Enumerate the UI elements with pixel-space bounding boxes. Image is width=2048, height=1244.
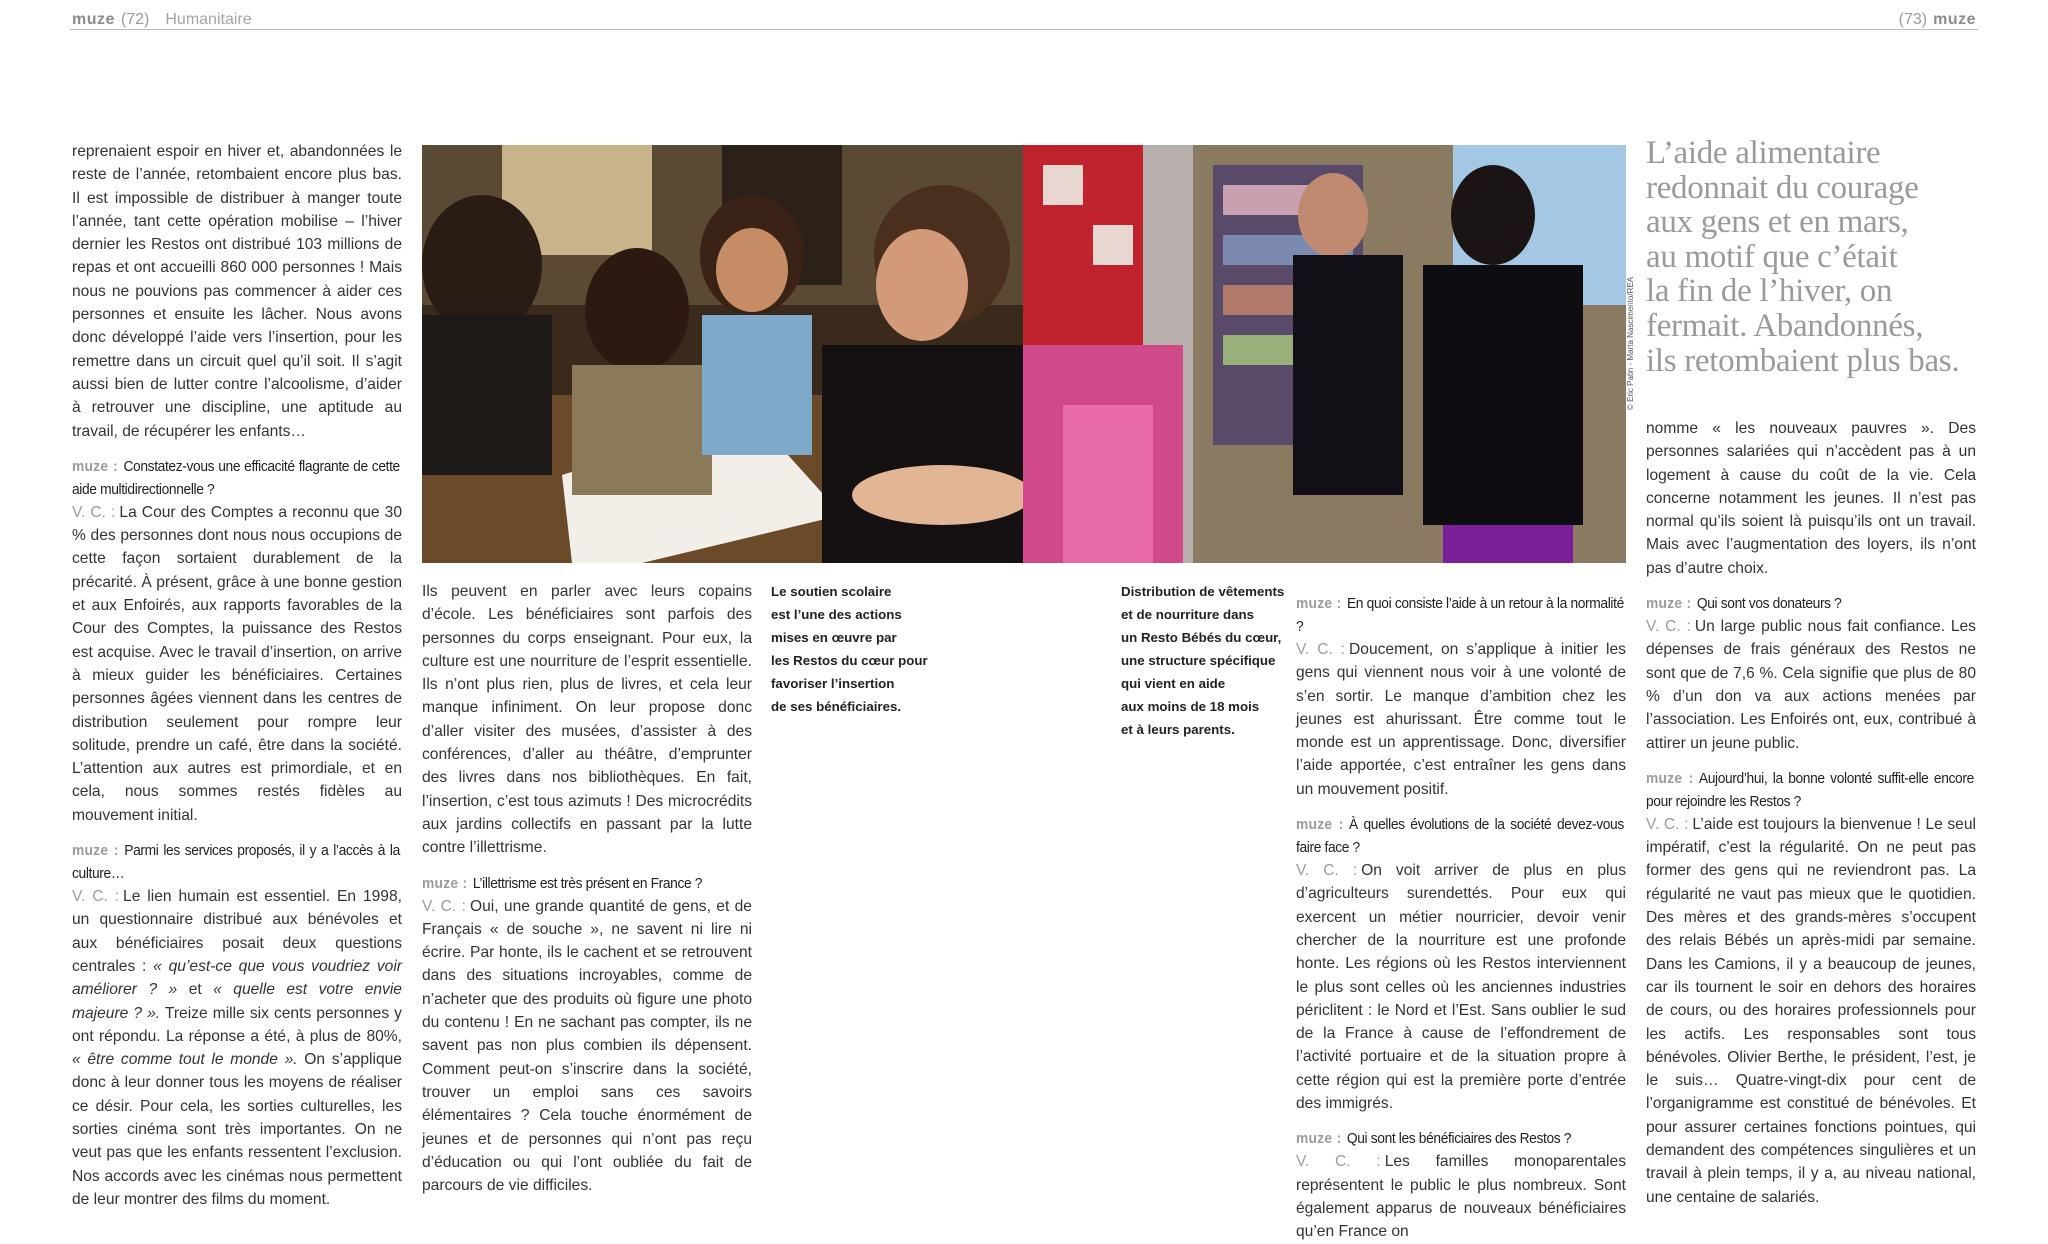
quote: « qu’est-ce que vous voudriez voir améliorer ? » xyxy=(72,957,402,999)
question xyxy=(1296,592,1624,638)
question-text: Parmi les services proposés, il y a l’accès à la culture… xyxy=(72,842,400,883)
section-title: Humanitaire xyxy=(165,11,252,28)
answer-text: On voit arriver de plus en plus d’agriculteurs surendettés. Pour eux qui exercent un métier nourricier, devoir venir chercher de la nourriture est une profonde honte. Les régions où les Restos interviennent le plus sont celles où les anciennes industries périclitent : le Nord et l’Est. Sans oublier le sud de la France à cause de l’effondrement de l’activité portuaire et de la situation propre à cette région qui est la première porte d’entrée des immigrés. xyxy=(1296,862,1626,1113)
answer-tag: V. C. : xyxy=(72,888,120,906)
column-1 xyxy=(72,140,402,1211)
question-tag: muze : xyxy=(72,457,118,475)
answer-tag: V. C. : xyxy=(422,897,466,915)
quote: « être comme tout le monde ». xyxy=(72,1051,298,1069)
question-text: Qui sont les bénéficiaires des Restos ? xyxy=(1346,1130,1572,1148)
answer-text: et xyxy=(188,981,202,999)
question xyxy=(422,872,750,895)
header-rule xyxy=(70,29,1978,30)
brand-logo-right: muze xyxy=(1933,11,1976,28)
answer-tag: V. C. : xyxy=(1296,862,1358,880)
answer-tag: V. C. : xyxy=(1296,641,1346,658)
question-tag: muze : xyxy=(72,842,119,860)
paragraph: nomme « les nouveaux pauvres ». Des personnes salariées qui n’accèdent pas à un logement à cause du coût de la vie. Cela concerne notamment les jeunes. Il n’est pas normal qu’ils soient là puisqu’ils ont un travail. Mais avec l’augmentation des loyers, ils n’ont pas d’autre choix. xyxy=(1646,420,1976,577)
question-text: En quoi consiste l’aide à un retour à la normalité ? xyxy=(1296,595,1624,635)
answer xyxy=(1646,813,1976,1209)
answer xyxy=(1296,859,1626,1115)
answer-text: L’aide est toujours la bienvenue ! Le seul impératif, c’est la régularité. On ne peut pas former des gens qui ne reviendront pas. La régularité ne vaut pas mieux que le quotidien. Des mères et des grands-mères s’occupent des relais Bébés un après-midi par semaine. Dans les Camions, il y a beaucoup de jeunes, car ils tournent le soir en dehors des horaires de cours, ou des horaires professionnels pour les actifs. Les responsables sont tous bénévoles. Olivier Berthe, le président, l’est, je le suis… Quatre-vingt-dix pour cent de l’organigramme est constitué de bénévoles. Et pour assurer certaines fonctions pointues, qui demandent des compétences singulières et un travail à plein temps, il y a, au niveau national, une centaine de salariés. xyxy=(1646,815,1976,1206)
page-number-right: (73) xyxy=(1898,11,1928,28)
question xyxy=(1646,767,1974,813)
paragraph: reprenaient espoir en hiver et, abandonnées le reste de l’année, retombaient encore plus bas. Il est impossible de distribuer à manger toute l’année, tant cette opération mobilise – l’hiver dernier les Restos ont distribué 103 millions de repas et ont accueilli 860 000 personnes ! Mais nous ne pouvions pas commencer à aider ces personnes et ensuite les lâcher. Nous avons donc développé l’aide vers l’insertion, pour les remettre dans un circuit quel qu’il soit. Il s’agit aussi bien de lutter contre l’alcoolisme, d’aider à retrouver une discipline, une aptitude au travail, de récupérer les enfants… xyxy=(72,143,402,440)
question-tag: muze : xyxy=(1646,595,1692,613)
question xyxy=(1646,592,1974,615)
question xyxy=(72,455,400,501)
pull-quote-line: L’aide alimentaire xyxy=(1646,135,1881,171)
pull-quote xyxy=(1646,136,1986,378)
question-text: Aujourd’hui, la bonne volonté suffit-elle encore pour rejoindre les Restos ? xyxy=(1646,769,1974,810)
answer-tag: V. C. : xyxy=(72,503,116,521)
page-header xyxy=(0,0,2048,32)
answer-text: Doucement, on s’applique à initier les gens qui viennent nous voir à une volonté de s’en sortir. Le manque d’ambition chez les jeunes est ahurissant. Être comme tout le monde est un apprentissage. Donc, diversifier l’aide apportée, c’est entraîner les gens dans un mouvement positif. xyxy=(1296,641,1626,798)
caption-line: de ses bénéficiaires. xyxy=(771,699,902,714)
question-tag: muze : xyxy=(1646,769,1694,787)
question-tag: muze : xyxy=(1296,1130,1342,1148)
caption-line: est l’une des actions xyxy=(771,607,902,622)
caption-line: et de nourriture dans xyxy=(1121,607,1254,622)
caption-clothing xyxy=(1121,580,1301,741)
caption-tutoring xyxy=(771,580,991,718)
column-4 xyxy=(1646,417,1976,1209)
answer-text: Treize mille six cents personnes y ont répondu. La réponse a été, à plus de 80%, xyxy=(72,1004,402,1045)
page-number-left: (72) xyxy=(120,11,150,28)
photo-clothing xyxy=(1023,145,1626,563)
caption-line: aux moins de 18 mois xyxy=(1121,699,1260,714)
photo-tutoring-image xyxy=(422,145,1023,563)
caption-line: qui vient en aide xyxy=(1121,676,1226,691)
pull-quote-line: redonnait du courage xyxy=(1646,169,1919,206)
brand-logo-left: muze xyxy=(72,11,115,28)
question-text: L’illettrisme est très présent en France ? xyxy=(472,874,703,892)
column-3 xyxy=(1296,580,1626,1244)
pull-quote-line: la fin de l’hiver, on xyxy=(1646,273,1893,310)
caption-line: mises en œuvre par xyxy=(771,630,897,645)
column-2 xyxy=(422,580,752,1197)
header-left xyxy=(72,11,252,29)
answer xyxy=(422,895,752,1198)
answer xyxy=(1296,1150,1626,1243)
answer-tag: V. C. : xyxy=(1296,1153,1381,1171)
answer xyxy=(72,501,402,827)
caption-line: Distribution de vêtements xyxy=(1121,584,1285,599)
pull-quote-line: fermait. Abandonnés, xyxy=(1646,307,1924,344)
photo-credit: © Eric Patin - Marta Nascimento/REA xyxy=(1626,276,1635,410)
answer xyxy=(72,885,402,1211)
caption-line: les Restos du cœur pour xyxy=(771,653,928,668)
caption-line: Le soutien scolaire xyxy=(771,584,892,599)
question-text: Constatez-vous une efficacité flagrante de cette aide multidirectionnelle ? xyxy=(72,457,400,498)
caption-line: une structure spécifique xyxy=(1121,653,1276,668)
answer-tag: V. C. : xyxy=(1646,815,1689,833)
paragraph: Ils peuvent en parler avec leurs copains d’école. Les bénéficiaires sont parfois des personnes du corps enseignant. Pour eux, la culture est une nourriture de l’esprit essentielle. Ils n’ont plus rien, plus de livres, et cela leur manque infiniment. On leur propose donc d’aller visiter des musées, d’assister à des conférences, d’aller au théâtre, d’emprunter des livres dans nos bibliothèques. En fait, l’insertion, c’est tous azimuts ! Des microcrédits aux jardins collectifs en passant par la lutte contre l’illettrisme. xyxy=(422,583,752,857)
answer-text: Un large public nous fait confiance. Les dépenses de frais généraux des Restos ne sont que de 7,6 %. Cela signifie que plus de 80 % d’un don va aux actions menées par l’association. Les Enfoirés ont, eux, contribué à attirer un jeune public. xyxy=(1646,618,1976,752)
pull-quote-line: au motif que c’était xyxy=(1646,238,1898,275)
caption-line: et à leurs parents. xyxy=(1121,722,1235,737)
header-right xyxy=(1893,11,1976,29)
quote: « quelle est votre envie majeure ? ». xyxy=(72,981,402,1022)
caption-line: favoriser l’insertion xyxy=(771,676,895,691)
pull-quote-line: ils retombaient plus bas. xyxy=(1646,342,1960,379)
photo-tutoring xyxy=(422,145,1023,563)
photo-clothing-image xyxy=(1023,145,1626,563)
question-tag: muze : xyxy=(1296,816,1344,834)
caption-line: un Resto Bébés du cœur, xyxy=(1121,630,1282,645)
question-tag: muze : xyxy=(422,874,468,892)
question xyxy=(1296,1127,1624,1150)
answer-text: La Cour des Comptes a reconnu que 30 % des personnes dont nous nous occupions de cette façon sortaient durablement de la précarité. À présent, grâce à une bonne gestion et aux Enfoirés, aux rapports favorables de la Cour des Comptes, la puissance des Restos est acquise. Avec le travail d’insertion, on arrive à mieux guider les bénéficiaires. Certaines personnes âgées viennent dans les centres de distribution seulement pour rompre leur solitude, prendre un café, être dans la société. L’attention aux autres est primordiale, et en cela, nous sommes restés fidèles au mouvement initial. xyxy=(72,503,402,824)
answer xyxy=(1296,638,1626,801)
answer xyxy=(1646,615,1976,755)
question-text: Qui sont vos donateurs ? xyxy=(1696,595,1842,613)
question-tag: muze : xyxy=(1296,595,1342,612)
question xyxy=(1296,813,1624,859)
answer-text: Oui, une grande quantité de gens, et de Français « de souche », ne savent ni lire ni écrire. Par honte, ils le cachent et se retrouvent dans des situations incroyables, comme de n’acheter que des produits où figure une photo du contenu ! En ne sachant pas compter, ils ne savent pas non plus combien ils dépensent. Comment peut-on s’inscrire dans la société, trouver un emploi sans ces savoirs élémentaires ? Cela touche énormément de jeunes et de personnes qui n’ont pas reçu d’éducation ou qui l’ont oubliée du fait de parcours de vie difficiles. xyxy=(422,897,752,1195)
answer-text: Les familles monoparentales représentent le public le plus nombreux. Sont également apparus de nouveaux bénéficiaires qu’en France on xyxy=(1296,1153,1626,1241)
answer-text: On s’applique donc à leur donner tous les moyens de réaliser ce désir. Pour cela, les sorties culturelles, les sorties cinéma sont très importantes. On ne veut pas que les enfants ressentent l’exclusion. Nos accords avec les cinémas nous permettent de leur montrer des films du moment. xyxy=(72,1051,402,1208)
question xyxy=(72,839,400,885)
answer-tag: V. C. : xyxy=(1646,618,1691,636)
question-text: À quelles évolutions de la société devez-vous faire face ? xyxy=(1296,816,1624,857)
answer-text: Le lien humain est essentiel. En 1998, un questionnaire distribué aux bénévoles et aux bénéficiaires posait deux questions centrales : xyxy=(72,888,402,975)
pull-quote-line: aux gens et en mars, xyxy=(1646,204,1909,241)
